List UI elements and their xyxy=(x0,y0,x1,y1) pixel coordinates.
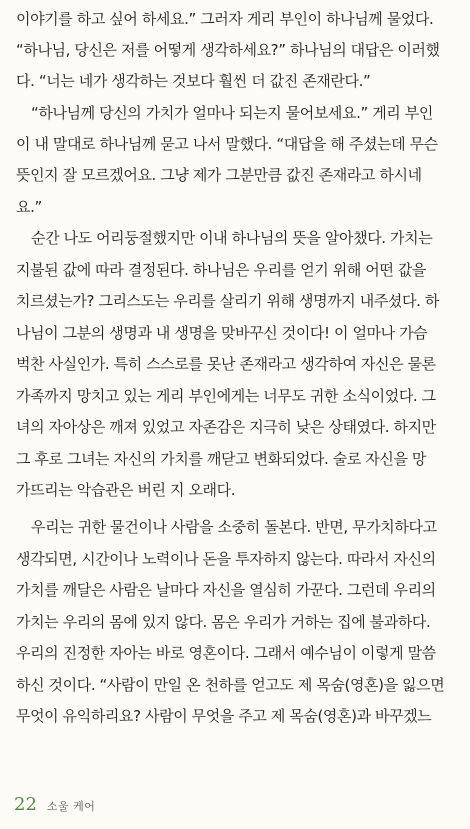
text-line: 가뜨리는 악습관은 버린 지 오래다. xyxy=(16,481,236,499)
text-line: 가족까지 망치고 있는 게리 부인에게는 너무도 귀한 소식이었다. 그 xyxy=(16,387,436,405)
text-line: 생각되면, 시간이나 노력이나 돈을 투자하지 않는다. 따라서 자신의 xyxy=(16,550,436,568)
text-line: 다. “너는 네가 생각하는 것보다 훨씬 더 값진 존재란다.” xyxy=(16,72,371,90)
page-footer xyxy=(14,794,95,818)
text-line: 우리의 진정한 자아는 바로 영혼이다. 그래서 예수님이 이렇게 말씀 xyxy=(16,644,436,662)
text-line: “하나님, 당신은 저를 어떻게 생각하세요?” 하나님의 대답은 이러했 xyxy=(16,41,440,59)
running-title: 소울 케어 xyxy=(46,800,96,813)
text-line: 무엇이 유익하리요? 사람이 무엇을 주고 제 목숨(영혼)과 바꾸겠느 xyxy=(16,707,432,725)
text-line: 가치는 우리의 몸에 있지 않다. 몸은 우리가 거하는 집에 불과하다. xyxy=(16,613,431,631)
text-line: 녀의 자아상은 깨져 있었고 자존감은 지극히 낮은 상태였다. 하지만 xyxy=(16,418,436,436)
text-line: “하나님께 당신의 가치가 얼마나 되는지 물어보세요.” 게리 부인 xyxy=(31,104,433,122)
page-number: 22 xyxy=(14,794,37,815)
text-line: 지불된 값에 따라 결정된다. 하나님은 우리를 얻기 위해 어떤 값을 xyxy=(16,261,427,279)
text-line: 뜻인지 잘 모르겠어요. 그냥 제가 그분만큼 값진 존재라고 하시네 xyxy=(16,166,422,184)
text-line: 이 내 말대로 하나님께 묻고 나서 말했다. “대답을 해 주셨는데 무슨 xyxy=(16,135,438,153)
text-line: 치르셨는가? 그리스도는 우리를 살리기 위해 생명까지 내주셨다. 하 xyxy=(16,292,439,310)
text-line: 요.” xyxy=(16,198,42,216)
text-line: 우리는 귀한 물건이나 사람을 소중히 돌본다. 반면, 무가치하다고 xyxy=(31,518,437,536)
text-line: 가치를 깨달은 사람은 날마다 자신을 열심히 가꾼다. 그런데 우리의 xyxy=(16,581,436,599)
text-line: 순간 나도 어리둥절했지만 이내 하나님의 뜻을 알아챘다. 가치는 xyxy=(31,229,433,247)
text-line: 하신 것이다. “사람이 만일 온 천하를 얻고도 제 목숨(영혼)을 잃으면 xyxy=(16,676,445,694)
text-line: 나님이 그분의 생명과 내 생명을 맞바꾸신 것이다! 이 얼마나 가슴 xyxy=(16,324,428,342)
text-line: 그 후로 그녀는 자신의 가치를 깨닫고 변화되었다. 술로 자신을 망 xyxy=(16,450,427,468)
text-line: 이야기를 하고 싶어 하세요.” 그러자 게리 부인이 하나님께 물었다. xyxy=(16,10,434,28)
text-line: 벅찬 사실인가. 특히 스스로를 못난 존재라고 생각하여 자신은 물론 xyxy=(16,355,436,373)
